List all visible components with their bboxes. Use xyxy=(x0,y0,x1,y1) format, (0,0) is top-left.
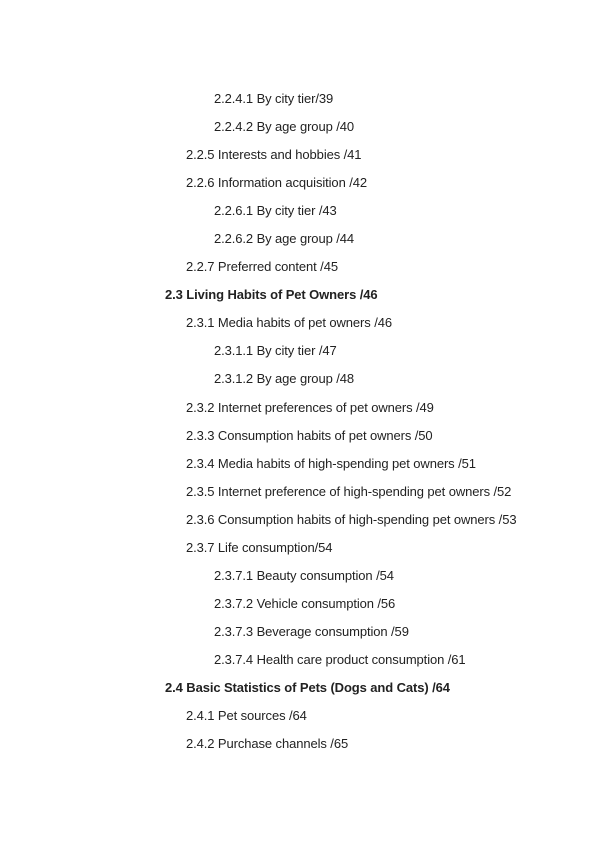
toc-entry-2-2-6: 2.2.6 Information acquisition /42 xyxy=(186,175,367,191)
toc-entry-2-2-6-2: 2.2.6.2 By age group /44 xyxy=(214,231,354,247)
toc-entry-2-2-6-1: 2.2.6.1 By city tier /43 xyxy=(214,203,337,219)
toc-entry-2-3-1: 2.3.1 Media habits of pet owners /46 xyxy=(186,315,392,331)
toc-entry-2-3-7-3: 2.3.7.3 Beverage consumption /59 xyxy=(214,623,409,639)
toc-entry-2-3-7-4: 2.3.7.4 Health care product consumption /61 xyxy=(214,651,466,667)
toc-entry-2-3-7-1: 2.3.7.1 Beauty consumption /54 xyxy=(214,567,394,583)
toc-entry-2-3-3: 2.3.3 Consumption habits of pet owners /50 xyxy=(186,427,433,443)
toc-entry-2-4-2: 2.4.2 Purchase channels /65 xyxy=(186,736,349,752)
toc-entry-2-4-1: 2.4.1 Pet sources /64 xyxy=(186,708,307,724)
toc-entry-2-2-4-2: 2.2.4.2 By age group /40 xyxy=(214,119,354,135)
toc-section-2-4: 2.4 Basic Statistics of Pets (Dogs and Cats) /64 xyxy=(165,679,450,695)
toc-entry-2-2-5: 2.2.5 Interests and hobbies /41 xyxy=(186,147,362,163)
toc-entry-2-3-7: 2.3.7 Life consumption/54 xyxy=(186,539,333,555)
toc-entry-2-3-5: 2.3.5 Internet preference of high-spending pet owners /52 xyxy=(186,483,512,499)
toc-entry-2-3-1-2: 2.3.1.2 By age group /48 xyxy=(214,371,354,387)
table-of-contents xyxy=(0,88,600,761)
toc-entry-2-3-2: 2.3.2 Internet preferences of pet owners /49 xyxy=(186,399,434,415)
toc-entry-2-3-4: 2.3.4 Media habits of high-spending pet owners /51 xyxy=(186,455,476,471)
toc-entry-2-3-7-2: 2.3.7.2 Vehicle consumption /56 xyxy=(214,595,396,611)
toc-entry-2-2-4-1: 2.2.4.1 By city tier/39 xyxy=(214,91,334,106)
toc-entry-2-2-7: 2.2.7 Preferred content /45 xyxy=(186,259,338,275)
toc-section-2-3: 2.3 Living Habits of Pet Owners /46 xyxy=(165,287,378,303)
toc-entry-2-3-6: 2.3.6 Consumption habits of high-spending pet owners /53 xyxy=(186,511,517,527)
toc-entry-2-3-1-1: 2.3.1.1 By city tier /47 xyxy=(214,343,337,359)
